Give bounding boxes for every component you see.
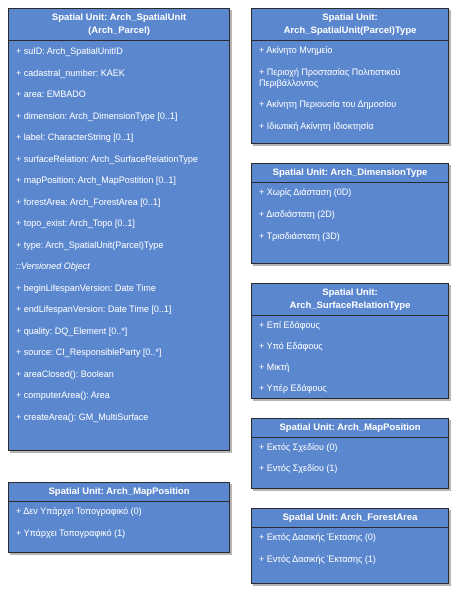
attribute: + beginLifespanVersion: Date Time	[16, 282, 156, 293]
attribute: + suID: Arch_SpatialUnitID	[16, 46, 123, 56]
attribute: + forestArea: Arch_ForestArea [0..1]	[16, 196, 161, 207]
enum-literal: + Ακίνητο Μνημείο	[259, 45, 333, 55]
class-title	[252, 419, 448, 434]
operation: + areaClosed(): Boolean	[16, 368, 114, 379]
enum-literal: + Εντός Δασικής Έκτασης (1)	[259, 554, 376, 564]
class-title-line: Spatial Unit: Arch_SpatialUnit	[51, 12, 187, 23]
enum-literal: + Δεν Υπάρχει Τοπογραφικό (0)	[16, 506, 142, 516]
operation: + createArea(): GM_MultiSurface	[16, 411, 149, 422]
enum-literal: + Χωρίς Διάσταση (0D)	[259, 187, 352, 197]
class-title-line: Spatial Unit:	[322, 12, 378, 23]
enum-literal: + Υπό Εδάφους	[259, 341, 323, 351]
class-title-line: Spatial Unit: Arch_ForestArea	[282, 512, 418, 523]
attribute-list	[9, 41, 229, 433]
class-arch-spatialunit-parcel[interactable]	[8, 8, 230, 451]
class-arch-map-position-right[interactable]	[251, 418, 449, 489]
class-title	[252, 509, 448, 524]
class-title	[252, 284, 448, 312]
class-title-line: Spatial Unit: Arch_MapPosition	[279, 422, 421, 433]
attribute: + label: CharacterString [0..1]	[16, 132, 134, 142]
class-title	[252, 9, 448, 37]
class-arch-spatialunit-parcel-type[interactable]	[251, 8, 449, 144]
class-title-line: Spatial Unit: Arch_DimensionType	[272, 167, 428, 178]
class-title-line: Arch_SpatialUnit(Parcel)Type	[283, 25, 417, 36]
class-title-line: Spatial Unit:	[322, 287, 378, 298]
attribute: + source: CI_ResponsibleParty [0..*]	[16, 347, 162, 357]
class-title-line: Arch_SurfaceRelationType	[289, 300, 411, 311]
enum-literal: + Μικτή	[259, 362, 290, 372]
attribute: + area: EMBADO	[16, 89, 86, 99]
class-title-line: (Arch_Parcel)	[88, 25, 150, 36]
enum-literal: + Δισδιάστατη (2D)	[259, 209, 335, 219]
attribute: + dimension: Arch_DimensionType [0..1]	[16, 110, 178, 121]
class-arch-map-position-left[interactable]	[8, 482, 230, 553]
enum-literal: + Επί Εδάφους	[259, 320, 320, 330]
enum-literal: + Ιδιωτική Ακίνητη Ιδιοκτησία	[259, 121, 374, 131]
enum-literal: + Εντός Σχεδίου (1)	[259, 463, 338, 473]
enum-literal: + Τρισδιάστατη (3D)	[259, 231, 340, 241]
attribute: + mapPosition: Arch_MapPostition [0..1]	[16, 175, 176, 185]
class-arch-surface-relation-type[interactable]	[251, 283, 449, 399]
literal-list	[252, 316, 448, 394]
attribute: + endLifespanVersion: Date Time [0..1]	[16, 304, 172, 314]
literal-list	[252, 183, 448, 242]
attribute: + surfaceRelation: Arch_SurfaceRelationType	[16, 153, 198, 164]
attribute: + cadastral_number: KAEK	[16, 67, 125, 78]
class-title-line: Spatial Unit: Arch_MapPosition	[48, 486, 190, 497]
attribute: + topo_exist: Arch_Topo [0..1]	[16, 218, 135, 228]
class-title	[9, 483, 229, 498]
enum-literal: + Ακίνητη Περιουσία του Δημοσίου	[259, 99, 397, 109]
class-title	[9, 9, 229, 37]
literal-list	[252, 528, 448, 565]
enum-literal: + Υπάρχει Τοπογραφικό (1)	[16, 528, 126, 538]
literal-list	[9, 502, 229, 539]
enum-literal: + Εκτός Δασικής Έκτασης (0)	[259, 532, 376, 542]
literal-list	[252, 438, 448, 474]
class-title	[252, 164, 448, 179]
literal-list	[252, 41, 448, 132]
enum-literal: + Περιοχή Προστασίας Πολιτιστικού Περιβάλλοντος	[259, 67, 401, 88]
enum-literal: + Υπέρ Εδάφους	[259, 383, 327, 393]
attribute: + quality: DQ_Element [0..*]	[16, 325, 128, 336]
class-arch-forest-area[interactable]	[251, 508, 449, 584]
operation: + computerArea(): Area	[16, 390, 110, 400]
class-arch-dimension-type[interactable]	[251, 163, 449, 264]
enum-literal: + Εκτός Σχεδίου (0)	[259, 442, 338, 452]
stereotype-label: ::Versioned Object	[16, 261, 90, 271]
attribute: + type: Arch_SpatialUnit(Parcel)Type	[16, 239, 164, 250]
